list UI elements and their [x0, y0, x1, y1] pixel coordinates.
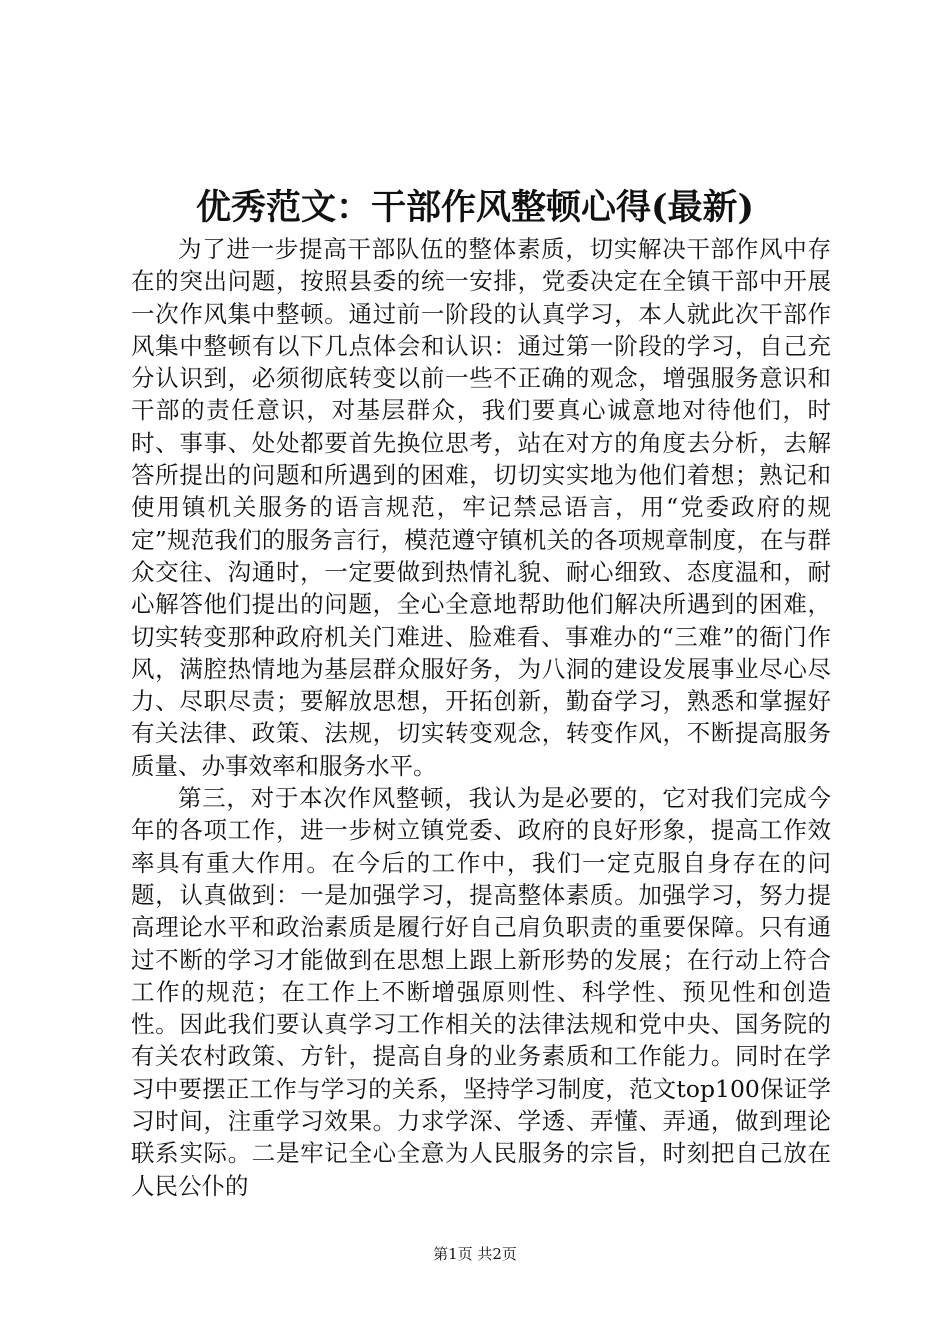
paragraph-2: 第三，对于本次作风整顿，我认为是必要的，它对我们完成今年的各项工作，进一步树立镇党委、政府的良好形象，提高工作效率具有重大作用。在今后的工作中，我们一定克服自身存在的问题，认真做到：一是加强学习，提高整体素质。加强学习，努力提高理论水平和政治素质是履行好自己肩负职责的重要保障。只有通过不断的学习才能做到在思想上跟上新形势的发展；在行动上符合工作的规范；在工作上不断增强原则性、科学性、预见性和创造性。因此我们要认真学习工作相关的法律法规和党中央、国务院的有关农村政策、方针，提高自身的业务素质和工作能力。同时在学习中要摆正工作与学习的关系，坚持学习制度，范文top100保证学习时间，注重学习效果。力求学深、学透、弄懂、弄通，做到理论联系实际。二是牢记全心全意为人民服务的宗旨，时刻把自己放在人民公仆的	[131, 784, 831, 1200]
document-title: 优秀范文：干部作风整顿心得(最新)	[195, 187, 755, 228]
paragraph-1: 为了进一步提高干部队伍的整体素质，切实解决干部作风中存在的突出问题，按照县委的统一安排，党委决定在全镇干部中开展一次作风集中整顿。通过前一阶段的认真学习，本人就此次干部作风集中整顿有以下几点体会和认识：通过第一阶段的学习，自己充分认识到，必须彻底转变以前一些不正确的观念，增强服务意识和干部的责任意识，对基层群众，我们要真心诚意地对待他们，时时、事事、处处都要首先换位思考，站在对方的角度去分析，去解答所提出的问题和所遇到的困难，切切实实地为他们着想；熟记和使用镇机关服务的语言规范，牢记禁忌语言，用“党委政府的规定”规范我们的服务言行，模范遵守镇机关的各项规章制度，在与群众交往、沟通时，一定要做到热情礼貌、耐心细致、态度温和，耐心解答他们提出的问题，全心全意地帮助他们解决所遇到的困难，切实转变那种政府机关门难进、脸难看、事难办的“三难”的衙门作风，满腔热情地为基层群众服好务，为八洞的建设发展事业尽心尽力、尽职尽责；要解放思想，开拓创新，勤奋学习，熟悉和掌握好有关法律、政策、法规，切实转变观念，转变作风，不断提高服务质量、办事效率和服务水平。	[131, 235, 831, 780]
document-body	[131, 233, 831, 1202]
page-footer: 第1页 共2页	[433, 1245, 517, 1263]
